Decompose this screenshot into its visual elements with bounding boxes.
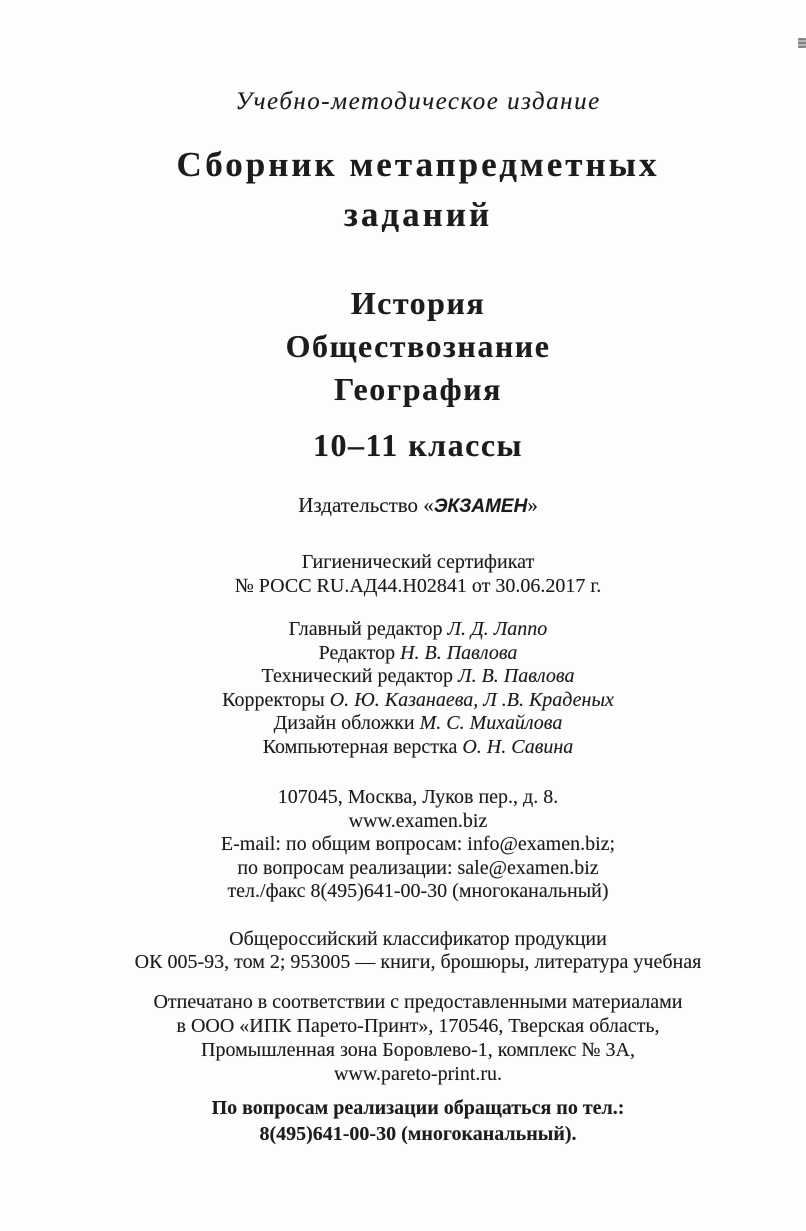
printing-info (15, 990, 806, 1086)
printer-website-url: www.pareto-print.ru. (333, 1063, 503, 1085)
publisher-brand-name: ЭКЗАМЕН (433, 496, 528, 517)
certificate-title: Гигиенический сертификат (301, 551, 535, 573)
product-classifier (15, 928, 806, 973)
staff-line-layout (15, 736, 806, 760)
role-label: Технический редактор (261, 665, 459, 687)
subject-social-science: Обществознание (285, 328, 551, 364)
staff-line-editor (15, 642, 806, 666)
publisher-contacts (15, 786, 806, 904)
role-label: Главный редактор (288, 618, 448, 640)
edition-type-label: Учебно-методическое издание (235, 88, 601, 115)
printing-line: Отпечатано в соответствии с предоставленными материалами (153, 991, 683, 1013)
person-name: О. Ю. Казанаева, Л .В. Краденых (329, 688, 614, 711)
scan-smudge-artifact (798, 38, 806, 48)
staff-credits (15, 618, 806, 759)
sales-contact-notice (15, 1096, 806, 1147)
staff-line-cover-design (15, 712, 806, 736)
certificate-number: № РОСС RU.АД44.Н02841 от 30.06.2017 г. (234, 574, 602, 597)
email-general-line: E-mail: по общим вопросам: info@examen.biz; (220, 833, 616, 855)
subject-list (15, 282, 806, 411)
role-label: Редактор (318, 641, 401, 664)
sales-phone-number: 8(495)641-00-30 (многоканальный). (259, 1122, 577, 1145)
printing-address-line: Промышленная зона Боровлево-1, комплекс № 3А, (201, 1039, 635, 1061)
classifier-code-line: ОК 005-93, том 2; 953005 — книги, брошюры, литература учебная (134, 950, 702, 973)
phone-fax-line: тел./факс 8(495)641-00-30 (многоканальный) (227, 880, 609, 902)
publisher-line (15, 493, 806, 518)
person-name: Л. Д. Лаппо (447, 618, 548, 640)
classifier-title: Общероссийский классификатор продукции (229, 928, 607, 950)
printing-company-line: в ООО «ИПК Парето-Принт», 170546, Тверская область, (176, 1015, 660, 1037)
person-name: Н. В. Павлова (400, 641, 518, 664)
role-label: Корректоры (222, 688, 330, 711)
staff-line-technical-editor (15, 665, 806, 689)
book-title-line-2: заданий (343, 195, 493, 234)
email-sales-line: по вопросам реализации: sale@examen.biz (237, 856, 599, 879)
role-label: Компьютерная верстка (262, 735, 463, 758)
publisher-prefix: Издательство « (298, 493, 434, 517)
staff-line-chief-editor (15, 618, 806, 642)
staff-line-proofreaders (15, 689, 806, 713)
grades-label: 10–11 классы (312, 427, 523, 463)
book-title-line-1: Сборник метапредметных (176, 145, 660, 184)
subject-geography: География (334, 371, 502, 407)
person-name: Л. В. Павлова (458, 665, 575, 687)
postal-address: 107045, Москва, Луков пер., д. 8. (277, 786, 559, 808)
book-title (15, 140, 806, 240)
hygiene-certificate (15, 551, 806, 598)
publisher-suffix: » (527, 493, 538, 517)
person-name: О. Н. Савина (462, 735, 574, 758)
sales-notice-line: По вопросам реализации обращаться по тел.: (211, 1097, 625, 1119)
person-name: М. С. Михайлова (419, 712, 563, 734)
subject-history: История (350, 285, 486, 321)
role-label: Дизайн обложки (273, 712, 420, 734)
website-url: www.examen.biz (348, 809, 488, 832)
